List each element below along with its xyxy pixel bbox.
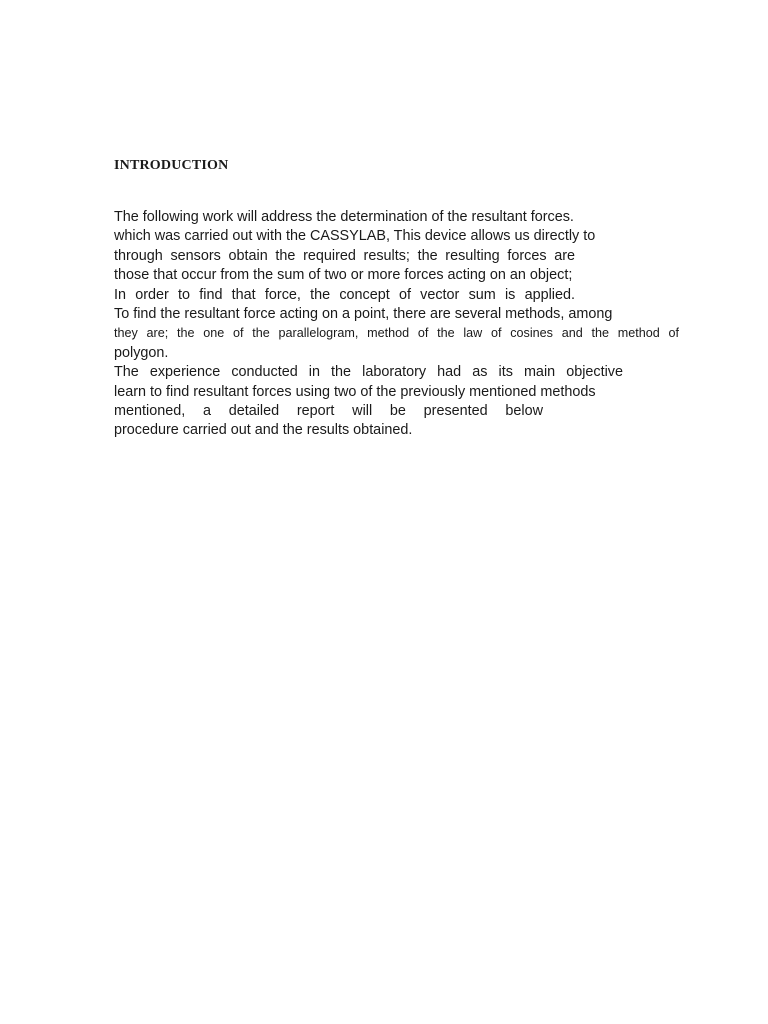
section-heading: INTRODUCTION: [114, 158, 229, 173]
paragraph-line: they are; the one of the parallelogram, method of the law of cosines and the method of: [114, 326, 679, 341]
paragraph-line: those that occur from the sum of two or more forces acting on an object;: [114, 267, 573, 284]
paragraph-line: In order to find that force, the concept of vector sum is applied.: [114, 286, 575, 303]
paragraph-line: which was carried out with the CASSYLAB, This device allows us directly to: [114, 228, 596, 245]
paragraph-line: procedure carried out and the results obtained.: [114, 422, 413, 439]
paragraph-line: The following work will address the determination of the resultant forces.: [114, 209, 574, 225]
paragraph-line: polygon.: [114, 344, 169, 361]
introduction-paragraph: [114, 208, 679, 441]
paragraph-line: To find the resultant force acting on a point, there are several methods, among: [114, 305, 613, 322]
paragraph-line: through sensors obtain the required results; the resulting forces are: [114, 247, 575, 264]
paragraph-line: The experience conducted in the laboratory had as its main objective: [114, 364, 623, 381]
paragraph-line: mentioned, a detailed report will be presented below: [114, 402, 543, 419]
paragraph-line: learn to find resultant forces using two of the previously mentioned methods: [114, 383, 596, 400]
